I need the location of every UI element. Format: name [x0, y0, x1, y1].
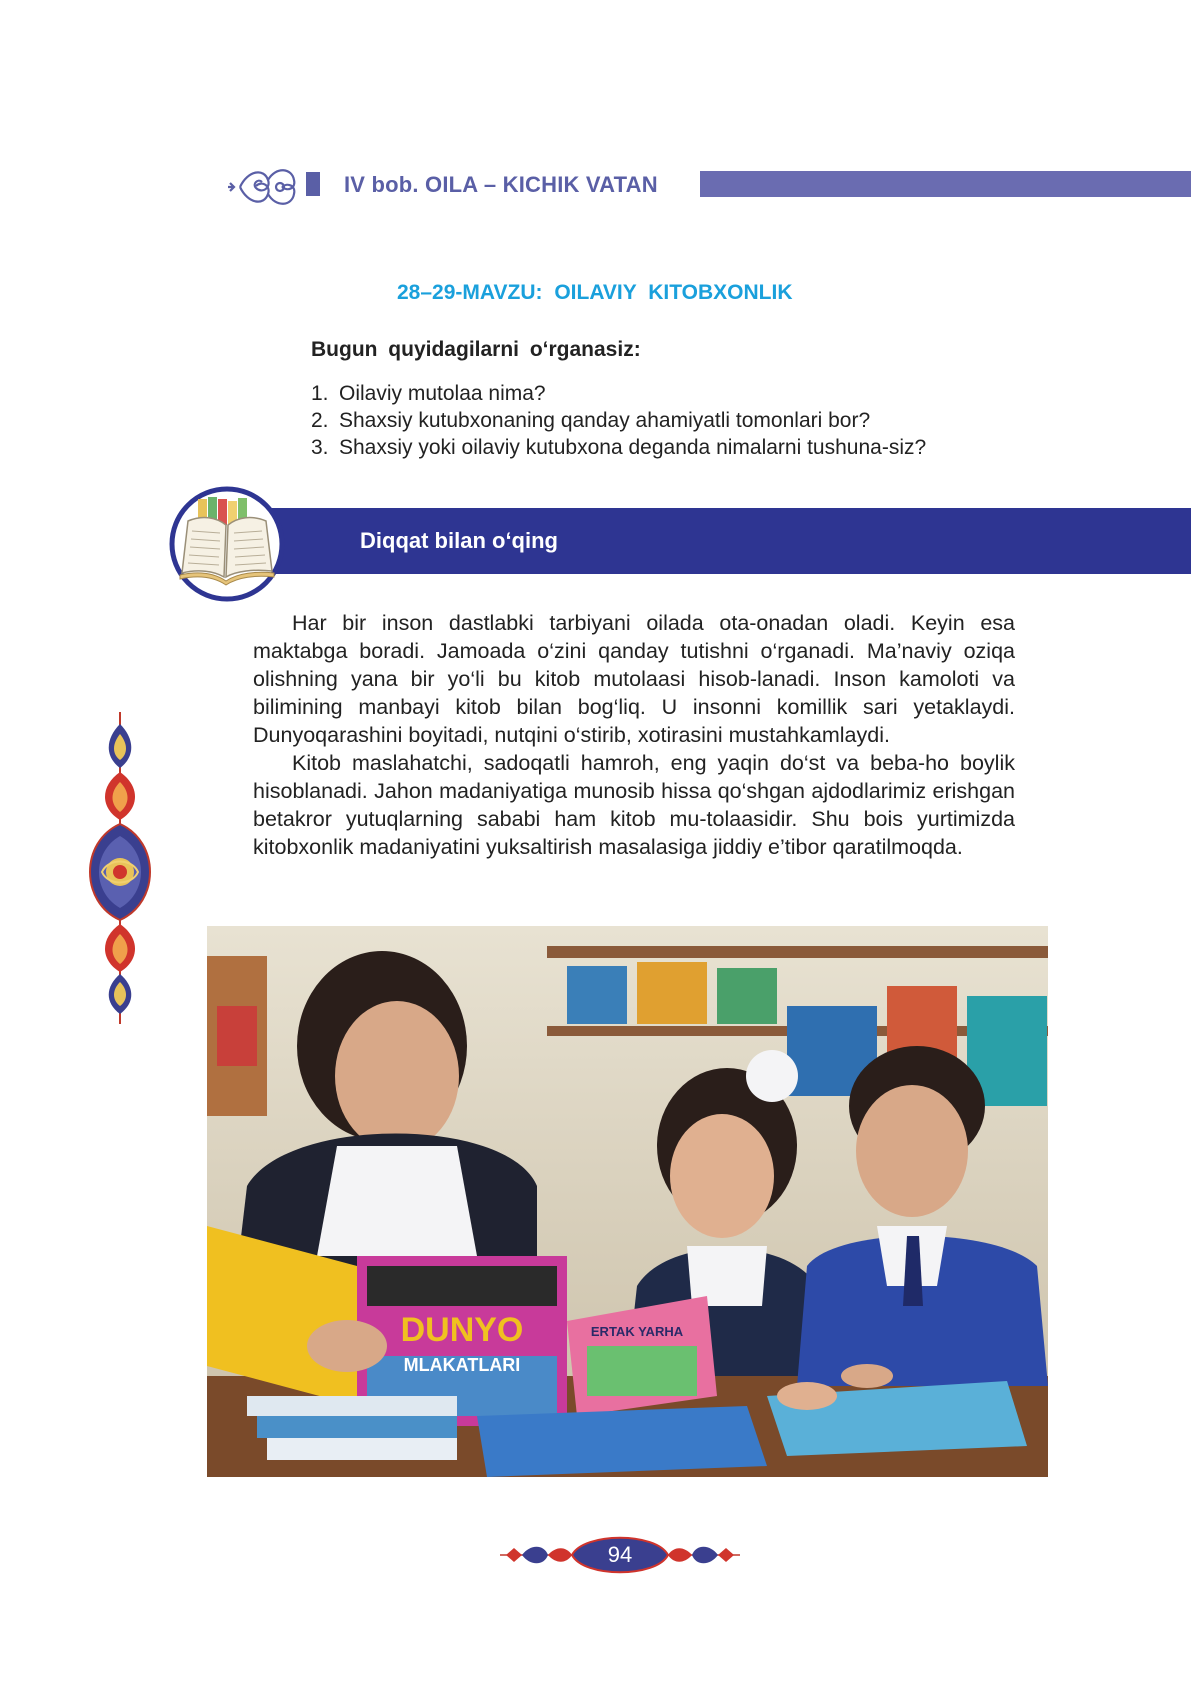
question-number: 2.	[311, 409, 329, 432]
book-title-line1: DUNYO	[400, 1311, 524, 1349]
question-number: 1.	[311, 382, 329, 405]
body-paragraph: Har bir inson dastlabki tarbiyani oilada ota-onadan oladi. Keyin esa maktabga boradi. Jamoada o‘zini qanday tutishni o‘rganadi. Ma’naviy oziqa olishning yana bir yo‘li bu kitob mutolaasi hisob-lanadi. Inson kamoloti va bilimining manbayi kitob bilan bog‘liq. U insonni komillik sari yetaklaydi. Dunyoqarashini boyitadi, nutqini o‘stirib, xotirasini mustahkamlaydi.	[253, 611, 1015, 747]
book-title-line2: MLAKATLARI	[403, 1355, 521, 1375]
question-item	[311, 407, 1011, 434]
body-paragraph: Kitob maslahatchi, sadoqatli hamroh, eng yaqin do‘st va beba-ho boylik hisoblanadi. Jahon madaniyatiga munosib hissa qo‘shgan ajdodlarimiz erishgan betakror yutuqlarning sababi ham kitob mu-tolaasidir. Shu bois yurtimizda kitobxonlik madaniyatini yuksaltirish masalasiga jiddiy e’tibor qaratilmoqda.	[253, 751, 1015, 859]
open-book-icon	[168, 485, 286, 603]
page-number: 94	[607, 1542, 633, 1567]
attention-label: Diqqat bilan o‘qing	[360, 528, 558, 553]
header-bar	[700, 171, 1191, 197]
header-ornament-icon	[224, 160, 304, 214]
question-list	[311, 380, 1011, 461]
photo-children-reading	[207, 926, 1048, 1477]
question-text: Shaxsiy kutubxonaning qanday ahamiyatli tomonlari bor?	[339, 409, 871, 432]
question-text: Oilaviy mutolaa nima?	[339, 382, 546, 405]
chapter-title: IV bob. OILA – KICHIK VATAN	[344, 172, 658, 197]
side-ornament-icon	[74, 712, 166, 1024]
book2-title: ERTAK YARHA	[590, 1324, 684, 1339]
intro-heading: Bugun quyidagilarni o‘rganasiz:	[311, 338, 641, 361]
body-text	[253, 609, 1015, 861]
question-item	[311, 434, 1011, 461]
header-square	[306, 172, 320, 196]
question-number: 3.	[311, 436, 329, 459]
question-text: Shaxsiy yoki oilaviy kutubxona deganda nimalarni tushuna-siz?	[339, 436, 927, 459]
question-item	[311, 380, 1011, 407]
topic-title: 28–29-MAVZU: OILAVIY KITOBXONLIK	[397, 281, 793, 304]
